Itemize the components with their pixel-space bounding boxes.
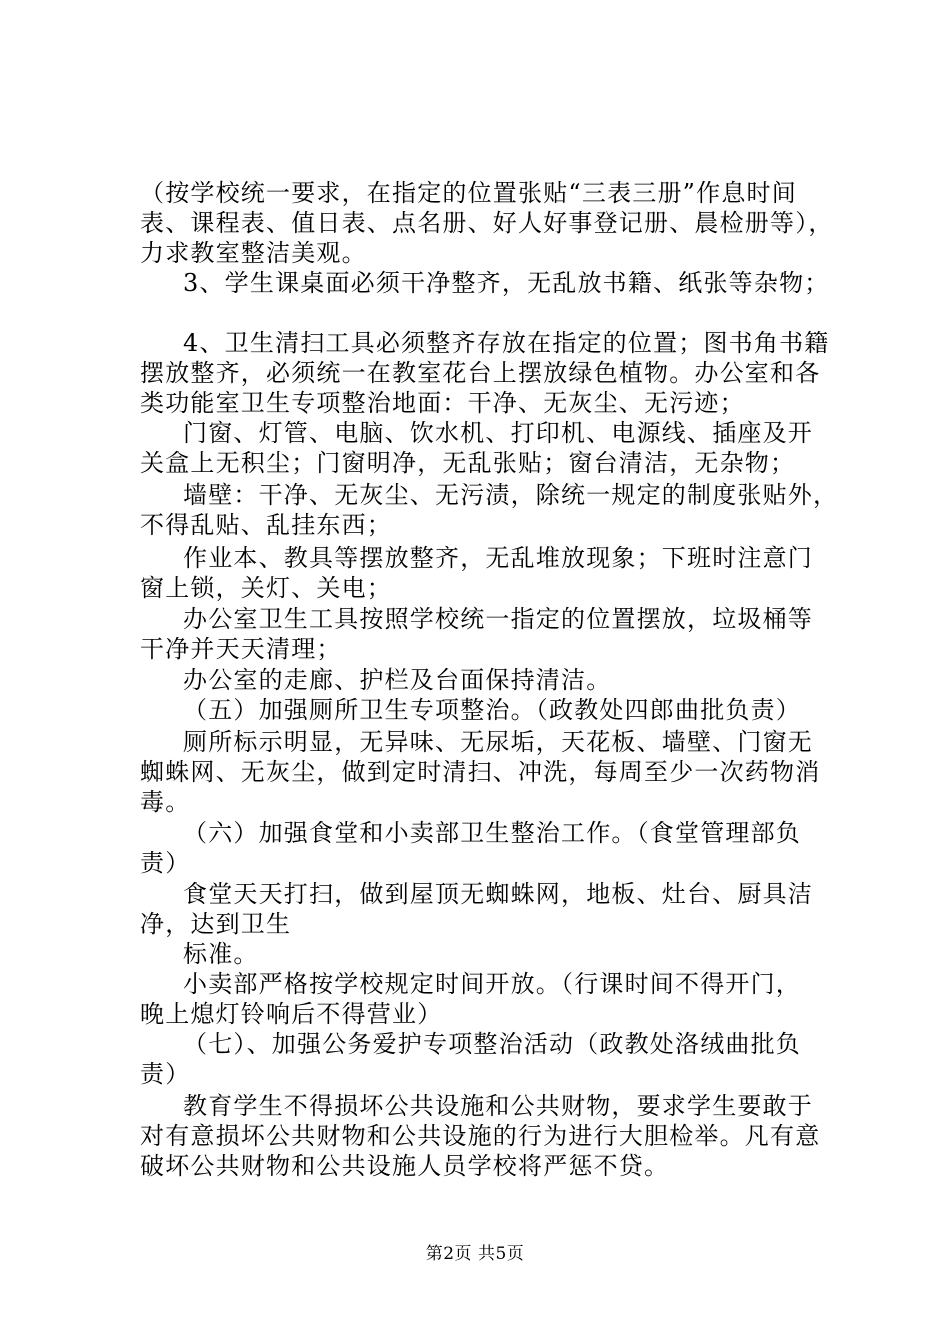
text-line: 3、学生课桌面必须干净整齐，无乱放书籍、纸张等杂物；	[183, 269, 830, 297]
text-line: 窗上锁，关灯、关电；	[140, 574, 392, 602]
text-line: 毒。	[140, 788, 191, 816]
text-line: 作业本、教具等摆放整齐，无乱堆放现象；下班时注意门	[183, 544, 813, 572]
text-line: 摆放整齐，必须统一在教室花台上摆放绿色植物。办公室和各	[140, 359, 821, 387]
text-line: 教育学生不得损坏公共设施和公共财物，要求学生要敢于	[183, 1092, 813, 1120]
text-line: 类功能室卫生专项整治地面：干净、无灰尘、无污迹；	[140, 389, 745, 417]
text-line: 力求教室整洁美观。	[140, 239, 367, 267]
text-line: 对有意损坏公共财物和公共设施的行为进行大胆检举。凡有意	[140, 1122, 821, 1150]
section-heading: （五）加强厕所卫生专项整治。（政教处四郎曲批负责）	[183, 696, 801, 724]
text-line: 4、卫生清扫工具必须整齐存放在指定的位置；图书角书籍	[183, 329, 830, 357]
page-number-footer: 第2页 共5页	[425, 1244, 525, 1264]
text-line: 净，达到卫生	[140, 910, 292, 938]
text-line: 门窗、灯管、电脑、饮水机、打印机、电源线、插座及开	[183, 419, 813, 447]
text-line: 表、课程表、值日表、点名册、好人好事登记册、晨检册等），	[140, 209, 834, 237]
text-line: 小卖部严格按学校规定时间开放。（行课时间不得开门，	[183, 970, 801, 998]
text-line: 责）	[140, 849, 191, 877]
text-line: 责）	[140, 1060, 191, 1088]
text-line: 墙壁：干净、无灰尘、无污渍，除统一规定的制度张贴外，	[183, 481, 839, 509]
section-heading: （七）、加强公务爱护专项整治活动（政教处洛绒曲批负	[183, 1030, 801, 1058]
text-line: 不得乱贴、乱挂东西；	[140, 511, 392, 539]
text-line: 关盒上无积尘；门窗明净，无乱张贴；窗台清洁，无杂物；	[140, 449, 796, 477]
text-line: 标准。	[183, 940, 259, 968]
text-line: 干净并天天清理；	[140, 635, 342, 663]
text-line: 厕所标示明显，无异味、无尿垢，天花板、墙壁、门窗无	[183, 728, 813, 756]
text-line: 食堂天天打扫，做到屋顶无蜘蛛网，地板、灶台、厨具洁	[183, 880, 813, 908]
text-line: （按学校统一要求，在指定的位置张贴“三表三册”作息时间	[140, 179, 797, 207]
text-line: 蜘蛛网、无灰尘，做到定时清扫、冲洗，每周至少一次药物消	[140, 758, 821, 786]
section-heading: （六）加强食堂和小卖部卫生整治工作。（食堂管理部负	[183, 819, 801, 847]
text-line: 办公室卫生工具按照学校统一指定的位置摆放，垃圾桶等	[183, 605, 813, 633]
text-line: 晚上熄灯铃响后不得营业）	[140, 1000, 443, 1028]
text-line: 办公室的走廊、护栏及台面保持清洁。	[183, 666, 612, 694]
text-line: 破坏公共财物和公共设施人员学校将严惩不贷。	[140, 1152, 670, 1180]
